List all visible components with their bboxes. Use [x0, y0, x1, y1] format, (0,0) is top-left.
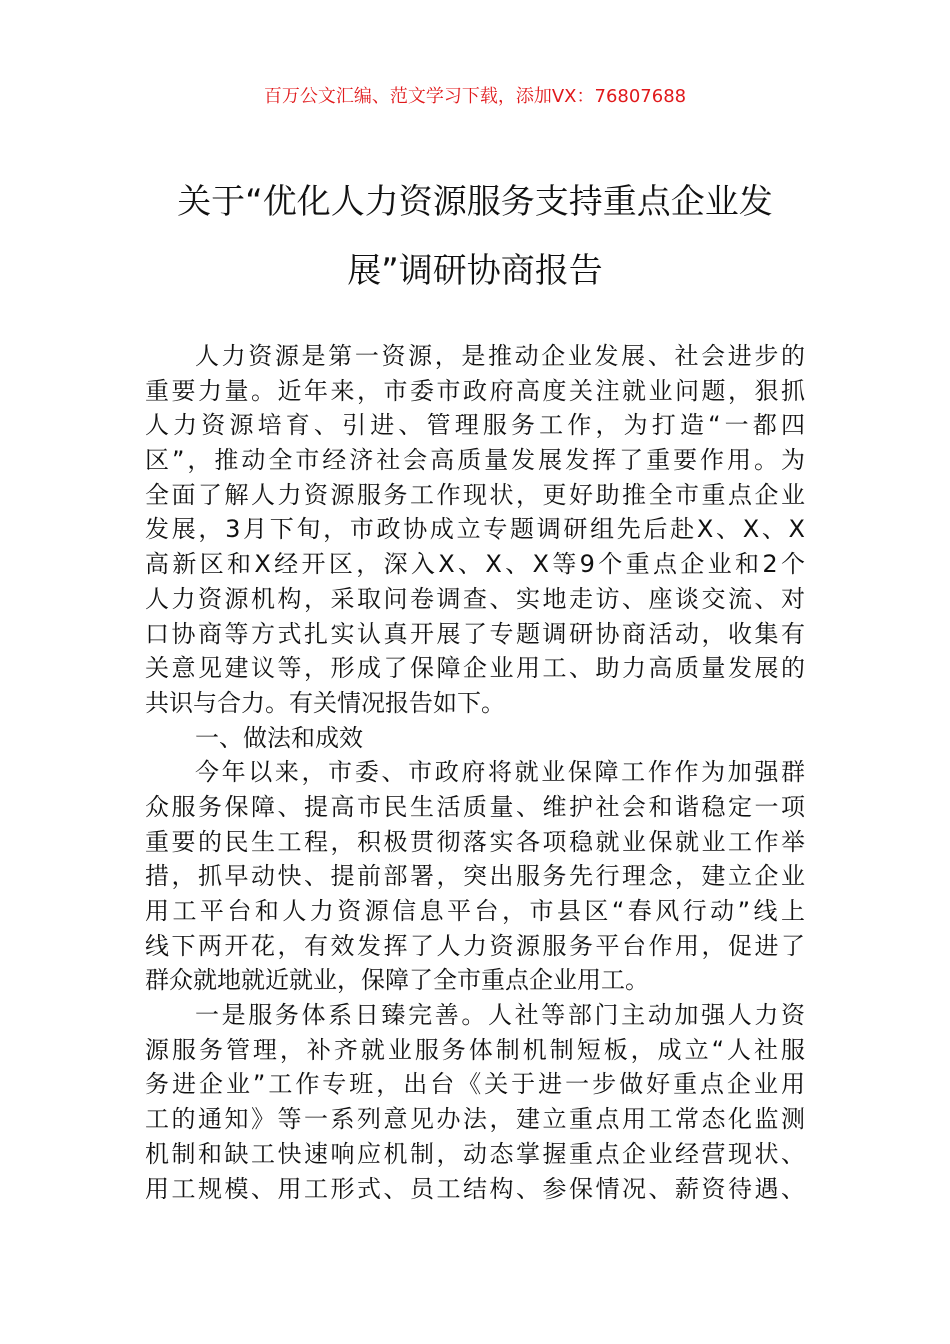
paragraph-line: 用工平台和人力资源信息平台，市县区“春风行动”线上 — [145, 897, 805, 925]
paragraph-line: 众服务保障、提高市民生活质量、维护社会和谐稳定一项 — [145, 792, 805, 821]
paragraph-line: 人力资源机构，采取问卷调查、实地走访、座谈交流、对 — [145, 584, 805, 613]
paragraph-line: 源服务管理，补齐就业服务体制机制短板，成立“人社服 — [145, 1035, 805, 1064]
paragraph-line: 措，抓早动快、提前部署，突出服务先行理念，建立企业 — [145, 862, 805, 891]
paragraph-line: 今年以来，市委、市政府将就业保障工作作为加强群 — [195, 758, 805, 787]
paragraph-line: 务进企业”工作专班，出台《关于进一步做好重点企业用 — [145, 1070, 805, 1099]
paragraph-line: 发展，3月下旬，市政协成立专题调研组先后赴X、X、X — [145, 515, 805, 544]
paragraph-line: 用工规模、用工形式、员工结构、参保情况、薪资待遇、 — [145, 1174, 805, 1203]
document-body — [145, 339, 805, 1206]
paragraph-line: 共识与合力。有关情况报告如下。 — [145, 688, 505, 717]
paragraph-line: 一是服务体系日臻完善。人社等部门主动加强人力资 — [195, 1001, 805, 1030]
paragraph-line: 机制和缺工快速响应机制，动态掌握重点企业经营现状、 — [145, 1139, 805, 1168]
paragraph-line: 人力资源培育、引进、管理服务工作，为打造“一都四 — [145, 411, 805, 440]
document-title-line-2: 展”调研协商报告 — [347, 251, 603, 291]
download-banner: 百万公文汇编、范文学习下载，添加VX：76807688 — [263, 86, 687, 107]
paragraph-line: 线下两开花，有效发挥了人力资源服务平台作用，促进了 — [145, 931, 805, 960]
document-title-line-1: 关于“优化人力资源服务支持重点企业发 — [177, 182, 773, 222]
paragraph-line: 重要力量。近年来，市委市政府高度关注就业问题，狠抓 — [145, 376, 805, 405]
paragraph-line: 区”，推动全市经济社会高质量发展发挥了重要作用。为 — [145, 446, 805, 475]
paragraph-line: 人力资源是第一资源，是推动企业发展、社会进步的 — [195, 342, 805, 370]
paragraph-line: 群众就地就近就业，保障了全市重点企业用工。 — [145, 966, 649, 995]
paragraph-line: 口协商等方式扎实认真开展了专题调研协商活动，收集有 — [145, 619, 805, 648]
section-heading: 一、做法和成效 — [195, 723, 363, 752]
paragraph-line: 全面了解人力资源服务工作现状，更好助推全市重点企业 — [145, 480, 805, 509]
paragraph-line: 关意见建议等，形成了保障企业用工、助力高质量发展的 — [145, 654, 805, 683]
paragraph-line: 重要的民生工程，积极贯彻落实各项稳就业保就业工作举 — [145, 827, 805, 856]
paragraph-line: 工的通知》等一系列意见办法，建立重点用工常态化监测 — [145, 1105, 805, 1134]
paragraph-line: 高新区和X经开区，深入X、X、X等9个重点企业和2个 — [145, 550, 805, 579]
